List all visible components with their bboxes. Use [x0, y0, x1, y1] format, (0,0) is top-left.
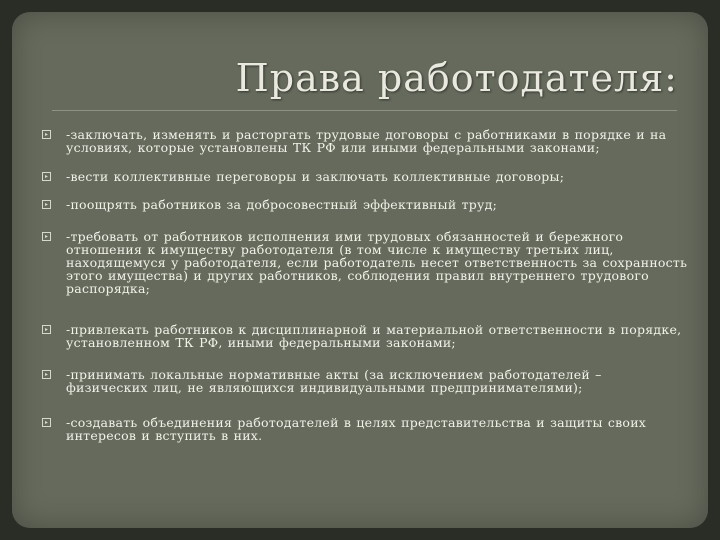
list-item-text: -привлекать работников к дисциплинарной и материальной ответственности в порядке, установленном ТК РФ, иными федеральными законами;: [66, 322, 682, 350]
list-item-text: -требовать от работников исполнения ими трудовых обязанностей и бережного отношения к имуществу работодателя (в том числе к имуществу третьих лиц, находящемуся у работодателя, если работодатель несет ответственность за сохранность этого имущества) и других работников, соблюдения правил внутреннего трудового распорядка;: [66, 229, 688, 296]
bullet-icon: [42, 130, 53, 141]
list-item: [38, 128, 688, 170]
list-item-text: -заключать, изменять и расторгать трудовые договоры с работниками в порядке и на условиях, которые установлены ТК РФ или иными федеральными законами;: [66, 127, 667, 155]
bullet-icon: [42, 370, 53, 381]
bullet-icon: [42, 325, 53, 336]
list-item: [38, 323, 688, 368]
slide-title: Права работодателя:: [235, 56, 678, 100]
bullet-icon: [42, 172, 53, 183]
list-item: [38, 170, 688, 198]
list-item-text: -вести коллективные переговоры и заключать коллективные договоры;: [66, 169, 565, 184]
list-item: [38, 198, 688, 230]
list-item: [38, 230, 688, 323]
list-item-text: -поощрять работников за добросовестный эффективный труд;: [66, 197, 498, 212]
list-item: [38, 416, 688, 448]
bullet-icon: [42, 232, 53, 243]
title-divider: [52, 110, 677, 111]
bullet-icon: [42, 418, 53, 429]
bullet-list: [38, 128, 688, 448]
list-item: [38, 368, 688, 416]
list-item-text: -создавать объединения работодателей в целях представительства и защиты своих интересов и вступить в них.: [66, 415, 647, 443]
bullet-icon: [42, 200, 53, 211]
list-item-text: -принимать локальные нормативные акты (за исключением работодателей – физических лиц, не являющихся индивидуальными предпринимателями);: [66, 367, 602, 395]
